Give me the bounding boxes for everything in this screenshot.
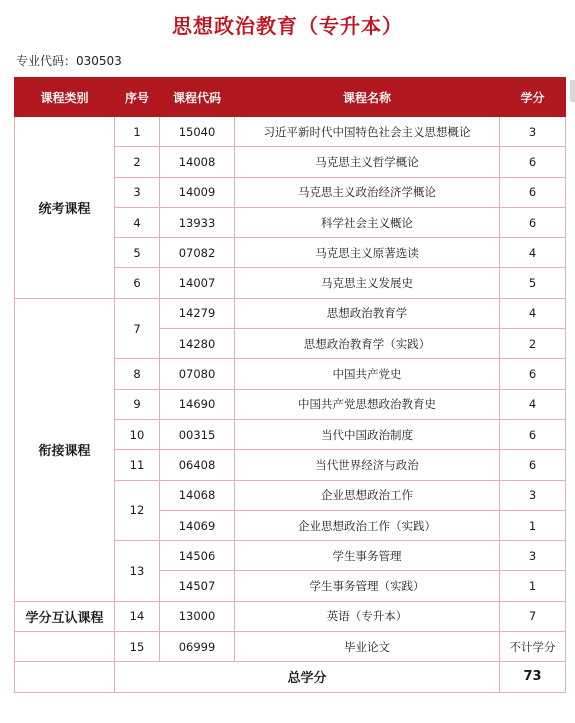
page-title: 思想政治教育（专升本） bbox=[172, 14, 403, 38]
row-number: 5 bbox=[115, 238, 160, 268]
scroll-edge bbox=[570, 80, 575, 102]
total-credit-label: 总学分 bbox=[115, 662, 500, 692]
row-code: 14280 bbox=[160, 329, 235, 359]
row-credit: 3 bbox=[500, 480, 566, 510]
row-code: 14008 bbox=[160, 147, 235, 177]
header-credit: 学分 bbox=[500, 78, 566, 117]
table-row bbox=[15, 601, 566, 631]
row-number: 15 bbox=[115, 632, 160, 662]
row-name: 马克思主义政治经济学概论 bbox=[235, 177, 500, 207]
row-name: 马克思主义原著选读 bbox=[235, 238, 500, 268]
category-unified: 统考课程 bbox=[15, 117, 115, 299]
row-credit: 6 bbox=[500, 147, 566, 177]
header-category: 课程类别 bbox=[15, 78, 115, 117]
row-number: 11 bbox=[115, 450, 160, 480]
row-credit: 1 bbox=[500, 510, 566, 540]
row-code: 00315 bbox=[160, 419, 235, 449]
row-number: 2 bbox=[115, 147, 160, 177]
header-course-name: 课程名称 bbox=[235, 78, 500, 117]
row-code: 13000 bbox=[160, 601, 235, 631]
row-credit: 6 bbox=[500, 450, 566, 480]
row-number: 14 bbox=[115, 601, 160, 631]
row-name: 当代中国政治制度 bbox=[235, 419, 500, 449]
row-name: 中国共产党史 bbox=[235, 359, 500, 389]
row-number: 7 bbox=[115, 298, 160, 359]
row-code: 14690 bbox=[160, 389, 235, 419]
row-code: 14507 bbox=[160, 571, 235, 601]
row-name: 马克思主义哲学概论 bbox=[235, 147, 500, 177]
row-number: 6 bbox=[115, 268, 160, 298]
row-name: 学生事务管理（实践） bbox=[235, 571, 500, 601]
category-bridge: 衔接课程 bbox=[15, 298, 115, 601]
row-credit: 6 bbox=[500, 177, 566, 207]
row-name: 思想政治教育学（实践） bbox=[235, 329, 500, 359]
row-code: 14279 bbox=[160, 298, 235, 328]
row-credit: 2 bbox=[500, 329, 566, 359]
row-credit: 7 bbox=[500, 601, 566, 631]
row-name: 中国共产党思想政治教育史 bbox=[235, 389, 500, 419]
row-credit: 4 bbox=[500, 238, 566, 268]
row-code: 14506 bbox=[160, 541, 235, 571]
row-number: 10 bbox=[115, 419, 160, 449]
row-name: 毕业论文 bbox=[235, 632, 500, 662]
row-number: 3 bbox=[115, 177, 160, 207]
total-row bbox=[15, 662, 566, 692]
course-table bbox=[14, 77, 566, 693]
row-credit: 6 bbox=[500, 359, 566, 389]
row-credit: 4 bbox=[500, 389, 566, 419]
row-code: 13933 bbox=[160, 207, 235, 237]
row-credit: 4 bbox=[500, 298, 566, 328]
category-empty bbox=[15, 632, 115, 662]
row-code: 14009 bbox=[160, 177, 235, 207]
row-number: 9 bbox=[115, 389, 160, 419]
row-name: 习近平新时代中国特色社会主义思想概论 bbox=[235, 117, 500, 147]
row-number: 4 bbox=[115, 207, 160, 237]
row-number: 13 bbox=[115, 541, 160, 602]
row-credit: 不计学分 bbox=[500, 632, 566, 662]
row-credit: 5 bbox=[500, 268, 566, 298]
major-code: 专业代码：030503 bbox=[16, 54, 122, 68]
row-name: 科学社会主义概论 bbox=[235, 207, 500, 237]
total-empty bbox=[15, 662, 115, 692]
row-name: 马克思主义发展史 bbox=[235, 268, 500, 298]
row-code: 07082 bbox=[160, 238, 235, 268]
row-credit: 1 bbox=[500, 571, 566, 601]
row-credit: 3 bbox=[500, 541, 566, 571]
row-code: 06999 bbox=[160, 632, 235, 662]
table-row bbox=[15, 298, 566, 328]
row-code: 07080 bbox=[160, 359, 235, 389]
row-credit: 6 bbox=[500, 419, 566, 449]
category-mutual: 学分互认课程 bbox=[15, 601, 115, 631]
table-row bbox=[15, 632, 566, 662]
row-credit: 3 bbox=[500, 117, 566, 147]
table-header-row bbox=[15, 78, 566, 117]
row-name: 当代世界经济与政治 bbox=[235, 450, 500, 480]
row-number: 1 bbox=[115, 117, 160, 147]
row-code: 14068 bbox=[160, 480, 235, 510]
row-code: 14007 bbox=[160, 268, 235, 298]
row-number: 12 bbox=[115, 480, 160, 541]
row-name: 学生事务管理 bbox=[235, 541, 500, 571]
row-name: 思想政治教育学 bbox=[235, 298, 500, 328]
header-number: 序号 bbox=[115, 78, 160, 117]
row-credit: 6 bbox=[500, 207, 566, 237]
header-course-code: 课程代码 bbox=[160, 78, 235, 117]
row-number: 8 bbox=[115, 359, 160, 389]
row-code: 06408 bbox=[160, 450, 235, 480]
table-row bbox=[15, 117, 566, 147]
row-name: 企业思想政治工作 bbox=[235, 480, 500, 510]
row-code: 15040 bbox=[160, 117, 235, 147]
row-name: 企业思想政治工作（实践） bbox=[235, 510, 500, 540]
row-code: 14069 bbox=[160, 510, 235, 540]
total-credit-value: 73 bbox=[500, 662, 566, 692]
row-name: 英语（专升本） bbox=[235, 601, 500, 631]
